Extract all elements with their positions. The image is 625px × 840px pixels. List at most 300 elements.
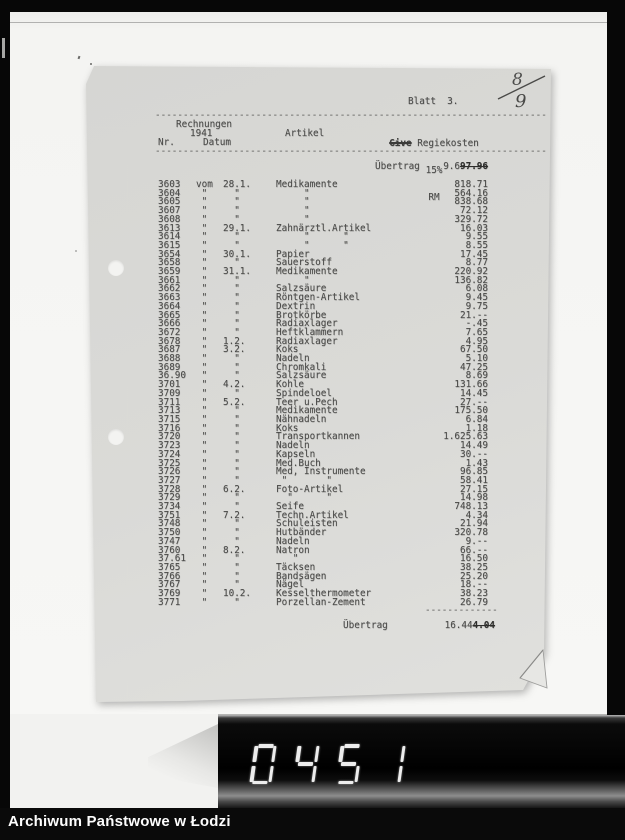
row-nr: 3713 [158, 405, 181, 417]
row-artikel: Sauerstoff [276, 257, 332, 269]
row-artikel: Röntgen-Artikel [276, 292, 360, 304]
segment-c [354, 766, 360, 782]
row-vom: " [196, 483, 208, 495]
row-datum: " [223, 257, 240, 269]
row-vom: " [196, 527, 208, 539]
row-amount: 38.23 [460, 588, 488, 600]
row-vom: " [196, 474, 208, 486]
row-datum: " [223, 318, 240, 330]
header-nr: Nr. [158, 137, 175, 148]
row-artikel: " [276, 196, 310, 208]
row-datum: " [223, 292, 240, 304]
row-artikel: " [276, 205, 310, 217]
row-nr: 3608 [158, 213, 181, 225]
ledger-row [158, 413, 488, 425]
row-nr: 3720 [158, 431, 181, 443]
row-amount: 16.03 [460, 222, 488, 234]
row-nr: 3769 [158, 588, 181, 600]
row-nr: 3771 [158, 596, 181, 608]
row-datum: " [223, 466, 240, 478]
ledger-row [158, 268, 488, 277]
row-artikel: Techn.Artikel [276, 509, 349, 521]
row-amount: 838.68 [454, 196, 488, 208]
sheet-number: Blatt 3. [408, 96, 459, 107]
row-artikel: Kapseln [276, 448, 316, 460]
row-nr: 3666 [158, 318, 181, 330]
row-vom: " [196, 544, 208, 556]
segment-d [338, 781, 353, 785]
row-vom: " [196, 492, 208, 504]
header-artikel: Artikel [285, 128, 325, 139]
ledger-row [158, 335, 488, 347]
row-nr: 3724 [158, 448, 181, 460]
row-datum: " [223, 370, 240, 382]
row-amount: 66.-- [460, 544, 488, 556]
row-vom: " [196, 309, 208, 321]
row-amount: 136.82 [454, 274, 488, 286]
row-datum: " [223, 474, 240, 486]
row-vom: " [196, 266, 208, 278]
row-amount: 38.25 [460, 561, 488, 573]
row-artikel: Porzellan-Zement [276, 596, 366, 608]
row-artikel: " [276, 213, 310, 225]
row-artikel: Kesselthermometer [276, 588, 372, 600]
row-nr: 3687 [158, 344, 181, 356]
ledger-row [158, 529, 488, 538]
row-datum: 28.1. [223, 179, 251, 190]
row-nr: 3750 [158, 527, 181, 539]
row-amount: 47.25 [460, 361, 488, 373]
row-artikel: Chromkali [276, 361, 327, 373]
row-datum: " [223, 300, 240, 312]
row-datum: 29.1. [223, 222, 251, 234]
row-artikel: Bandsägen [276, 570, 327, 582]
row-amount: 6.84 [465, 413, 488, 425]
ledger-row [158, 570, 488, 582]
row-artikel: Salzsäure [276, 283, 327, 295]
row-nr: 3727 [158, 474, 181, 486]
row-artikel: Med, Instrumente [276, 466, 366, 478]
row-artikel: Spindeloel [276, 387, 332, 399]
segment-b [314, 746, 320, 762]
header-struck-word: Give [389, 138, 412, 149]
segment-a [344, 744, 359, 748]
watermark-bar [0, 808, 625, 840]
row-amount: 1.625.63 [443, 431, 488, 443]
row-artikel: Kohle [276, 379, 304, 391]
dashed-rule-mid: ---------------------------------------------------------------------- [155, 146, 547, 157]
page-counter [249, 744, 406, 784]
row-vom: " [196, 239, 208, 251]
row-nr: 3662 [158, 283, 181, 295]
row-nr: 3613 [158, 222, 181, 234]
row-artikel: Radiaxlager [276, 318, 338, 330]
row-vom: " [196, 300, 208, 312]
ledger-row [158, 372, 488, 381]
row-vom: " [196, 231, 208, 243]
row-artikel: Dextrin [276, 300, 316, 312]
row-artikel: Nadeln [276, 440, 310, 452]
segment-c [397, 766, 403, 782]
row-amount: 21.94 [460, 518, 488, 530]
counter-plate [218, 715, 625, 808]
row-nr: 3672 [158, 326, 181, 338]
row-nr: 3711 [158, 396, 181, 408]
row-datum: " [223, 553, 240, 565]
row-artikel: " [276, 553, 299, 565]
row-amount: 30.-- [460, 448, 488, 460]
row-datum: 5.2. [223, 396, 246, 408]
counter-digit [249, 744, 277, 784]
segment-e [249, 766, 255, 782]
row-artikel: Transportkannen [276, 431, 360, 443]
row-amount: 8.77 [465, 257, 488, 269]
row-artikel: Foto-Artikel [276, 483, 344, 495]
row-amount: 7.65 [465, 326, 488, 338]
row-amount: 131.66 [454, 379, 488, 391]
row-vom: " [196, 326, 208, 338]
ledger-row [158, 207, 488, 216]
row-artikel: Zahnärztl.Artikel [276, 222, 372, 234]
row-datum: 3.2. [223, 344, 246, 356]
segment-d [252, 781, 267, 785]
row-nr: 3725 [158, 457, 181, 469]
row-nr: 3689 [158, 361, 181, 373]
row-datum: 1.2. [223, 335, 246, 347]
ledger-row [158, 346, 488, 355]
row-vom: " [196, 448, 208, 460]
row-vom: " [196, 553, 208, 565]
ledger-row [158, 181, 488, 190]
row-artikel: " [276, 187, 310, 199]
row-datum: " [223, 518, 240, 530]
row-amount: 329.72 [454, 213, 488, 225]
row-amount: 8.55 [465, 239, 488, 251]
row-amount: 1.43 [465, 457, 488, 469]
row-nr: 3751 [158, 509, 181, 521]
row-nr: 3748 [158, 518, 181, 530]
carry-label: Übertrag [375, 161, 420, 172]
row-nr: 3715 [158, 413, 181, 425]
row-datum: " [223, 205, 240, 217]
scan-artifact-sliver [2, 38, 5, 58]
row-artikel: Koks [276, 344, 299, 356]
row-nr: 3664 [158, 300, 181, 312]
row-nr: 3688 [158, 353, 181, 365]
row-vom: " [196, 561, 208, 573]
row-nr: 3604 [158, 187, 181, 199]
ledger-row [158, 555, 488, 564]
row-nr: 3729 [158, 492, 181, 504]
punch-hole [108, 260, 124, 276]
segment-c [268, 766, 274, 782]
row-amount: 16.50 [460, 553, 488, 565]
row-artikel: " " [276, 492, 332, 504]
row-nr: 3615 [158, 239, 181, 251]
row-datum: " [223, 353, 240, 365]
row-nr: 3728 [158, 483, 181, 495]
row-datum: " [223, 527, 240, 539]
row-datum: 7.2. [223, 509, 246, 521]
row-amount: 25.20 [460, 570, 488, 582]
row-vom: " [196, 257, 208, 269]
scan-artifact-line [10, 22, 607, 23]
row-datum: " [223, 231, 240, 243]
row-amount: 564.16 [454, 187, 488, 199]
row-vom: " [196, 379, 208, 391]
row-amount: 5.10 [465, 353, 488, 365]
row-artikel: Natron [276, 544, 310, 556]
row-nr: 3661 [158, 274, 181, 286]
segment-a [258, 744, 273, 748]
row-datum: 6.2. [223, 483, 246, 495]
segment-b [400, 746, 406, 762]
segment-g [298, 762, 313, 766]
row-datum: " [223, 196, 240, 208]
segment-c [311, 766, 317, 782]
ledger-row [158, 442, 488, 451]
carry-forward-top [375, 162, 488, 171]
row-vom: " [196, 213, 208, 225]
row-datum: 30.1. [223, 248, 251, 260]
row-vom: " [196, 274, 208, 286]
row-amount: 9.75 [465, 300, 488, 312]
header-year: 1941 [190, 128, 213, 139]
row-vom: " [196, 396, 208, 408]
row-artikel: Teer u.Pech [276, 396, 338, 408]
row-vom: " [196, 596, 208, 608]
row-datum: " [223, 213, 240, 225]
row-datum: " [223, 283, 240, 295]
row-artikel: Brotkörbe [276, 309, 327, 321]
row-artikel: Nadeln [276, 353, 310, 365]
row-nr: 3760 [158, 544, 181, 556]
row-datum: " [223, 187, 240, 199]
row-vom: " [196, 370, 208, 382]
row-artikel: " " [276, 239, 349, 251]
punch-hole [108, 429, 124, 445]
row-vom: " [196, 222, 208, 234]
row-vom: " [196, 413, 208, 425]
carry-value: 9.697.96 [443, 161, 488, 172]
row-datum: 10.2. [223, 588, 251, 600]
row-nr: 3603 [158, 179, 181, 190]
row-nr: 3654 [158, 248, 181, 260]
row-artikel: Hutbänder [276, 527, 327, 539]
row-vom: " [196, 196, 208, 208]
row-nr: 3767 [158, 579, 181, 591]
row-datum: " [223, 561, 240, 573]
row-artikel: Radiaxlager [276, 335, 338, 347]
header-regiekosten: Regiekosten [417, 138, 479, 149]
row-artikel: " [276, 274, 310, 286]
counter-digit [335, 744, 363, 784]
row-datum: " [223, 239, 240, 251]
row-artikel: " " [276, 474, 332, 486]
ledger-row [158, 494, 488, 503]
row-nr: 3614 [158, 231, 181, 243]
row-amount: 8.69 [465, 370, 488, 382]
row-amount: 9.-- [465, 535, 488, 547]
header-currency: RM [428, 192, 440, 203]
pencil-speck [90, 63, 92, 65]
row-nr: 3765 [158, 561, 181, 573]
row-nr: 3766 [158, 570, 181, 582]
row-nr: 3605 [158, 196, 181, 208]
row-vom: " [196, 457, 208, 469]
row-amount: 96.85 [460, 466, 488, 478]
row-amount: 72.12 [460, 205, 488, 217]
row-artikel: Koks [276, 422, 299, 434]
ledger-row [158, 187, 488, 199]
row-artikel: Papier [276, 248, 310, 260]
row-amount: -.45 [465, 318, 488, 330]
header-rechnungen: Rechnungen [176, 119, 232, 130]
row-artikel: Seife [276, 501, 304, 513]
row-vom: " [196, 579, 208, 591]
row-nr: 3723 [158, 440, 181, 452]
handwritten-page-number [490, 64, 552, 114]
row-datum: " [223, 422, 240, 434]
crossed-eight: 8 [512, 70, 523, 90]
page-fold-corner [510, 644, 555, 694]
row-vom: " [196, 422, 208, 434]
row-amount: 14.49 [460, 440, 488, 452]
row-amount: 26.79 [460, 596, 488, 608]
row-nr: 3665 [158, 309, 181, 321]
ledger-row [158, 198, 488, 207]
row-amount: 17.45 [460, 248, 488, 260]
row-vom: " [196, 353, 208, 365]
handwritten-nine: 9 [515, 91, 527, 112]
row-amount: 58.41 [460, 474, 488, 486]
row-datum: " [223, 361, 240, 373]
row-vom: " [196, 292, 208, 304]
ledger-row [158, 294, 488, 303]
row-artikel: Salzsäure [276, 370, 327, 382]
row-nr: 3678 [158, 335, 181, 347]
row-vom: " [196, 535, 208, 547]
row-vom: " [196, 318, 208, 330]
dashed-rule-total: ------------- [425, 605, 498, 616]
row-amount: 175.50 [454, 405, 488, 417]
row-amount: 18.-- [460, 579, 488, 591]
row-datum: 4.2. [223, 379, 246, 391]
dashed-rule-top: ---------------------------------------------------------------------- [155, 110, 547, 121]
row-datum: " [223, 596, 240, 608]
ledger-row [158, 239, 488, 251]
row-vom: " [196, 335, 208, 347]
row-artikel: Täcksen [276, 561, 316, 573]
ledger-row [158, 544, 488, 556]
carry-forward-bottom [343, 621, 495, 630]
row-datum: " [223, 501, 240, 513]
row-nr: 3716 [158, 422, 181, 434]
header-regiekosten-line [384, 139, 484, 148]
row-nr: 37.61 [158, 553, 186, 565]
row-vom: " [196, 588, 208, 600]
row-datum: " [223, 274, 240, 286]
row-amount: 67.50 [460, 344, 488, 356]
row-artikel: Schuleisten [276, 518, 338, 530]
header-percent: 15% [425, 165, 443, 176]
row-amount: 27.-- [460, 396, 488, 408]
row-nr: 3607 [158, 205, 181, 217]
row-vom: " [196, 205, 208, 217]
row-vom: " [196, 283, 208, 295]
row-vom: " [196, 518, 208, 530]
row-amount: 818.71 [454, 179, 488, 190]
row-vom: " [196, 405, 208, 417]
row-datum: " [223, 431, 240, 443]
ledger-rows [158, 181, 488, 607]
row-artikel: Nähnadeln [276, 413, 327, 425]
row-amount: 27.15 [460, 483, 488, 495]
header-datum: Datum [203, 137, 231, 148]
row-amount: 4.95 [465, 335, 488, 347]
row-amount: 14.45 [460, 387, 488, 399]
row-artikel: Med.Buch [276, 457, 321, 469]
segment-f [295, 746, 301, 762]
row-artikel: Heftklammern [276, 326, 344, 338]
ledger-row [158, 448, 488, 460]
counter-digit [292, 744, 320, 784]
segment-g [341, 762, 356, 766]
row-amount: 4.34 [465, 509, 488, 521]
row-vom: " [196, 344, 208, 356]
row-datum: " [223, 309, 240, 321]
row-amount: 6.08 [465, 283, 488, 295]
row-artikel: Nägel [276, 579, 304, 591]
ledger-row [158, 433, 488, 442]
row-vom: " [196, 440, 208, 452]
row-amount: 1.18 [465, 422, 488, 434]
row-vom: " [196, 431, 208, 443]
row-vom: " [196, 248, 208, 260]
row-datum: " [223, 326, 240, 338]
row-datum: " [223, 535, 240, 547]
row-datum: " [223, 579, 240, 591]
row-amount: 748.13 [454, 501, 488, 513]
row-datum: " [223, 492, 240, 504]
row-nr: 3701 [158, 379, 181, 391]
row-amount: 21.-- [460, 309, 488, 321]
row-nr: 3663 [158, 292, 181, 304]
row-datum: 31.1. [223, 266, 251, 278]
row-vom: " [196, 361, 208, 373]
row-artikel: " " [276, 231, 349, 243]
row-datum: " [223, 448, 240, 460]
row-artikel: Medikamente [276, 405, 338, 417]
row-vom: " [196, 187, 208, 199]
carry-label: Übertrag [343, 620, 388, 631]
row-amount: 220.92 [454, 266, 488, 278]
row-vom: vom [196, 179, 213, 190]
archive-watermark: Archiwum Państwowe w Łodzi [8, 813, 231, 830]
row-datum: " [223, 440, 240, 452]
row-datum: " [223, 413, 240, 425]
row-nr: 3734 [158, 501, 181, 513]
ledger-row [158, 535, 488, 547]
carry-value: 16.444.04 [444, 620, 495, 631]
row-datum: " [223, 405, 240, 417]
row-datum: " [223, 457, 240, 469]
counter-digit [378, 744, 406, 784]
row-artikel: Nadeln [276, 535, 310, 547]
row-datum: " [223, 387, 240, 399]
segment-f [338, 746, 344, 762]
row-datum: 8.2. [223, 544, 246, 556]
